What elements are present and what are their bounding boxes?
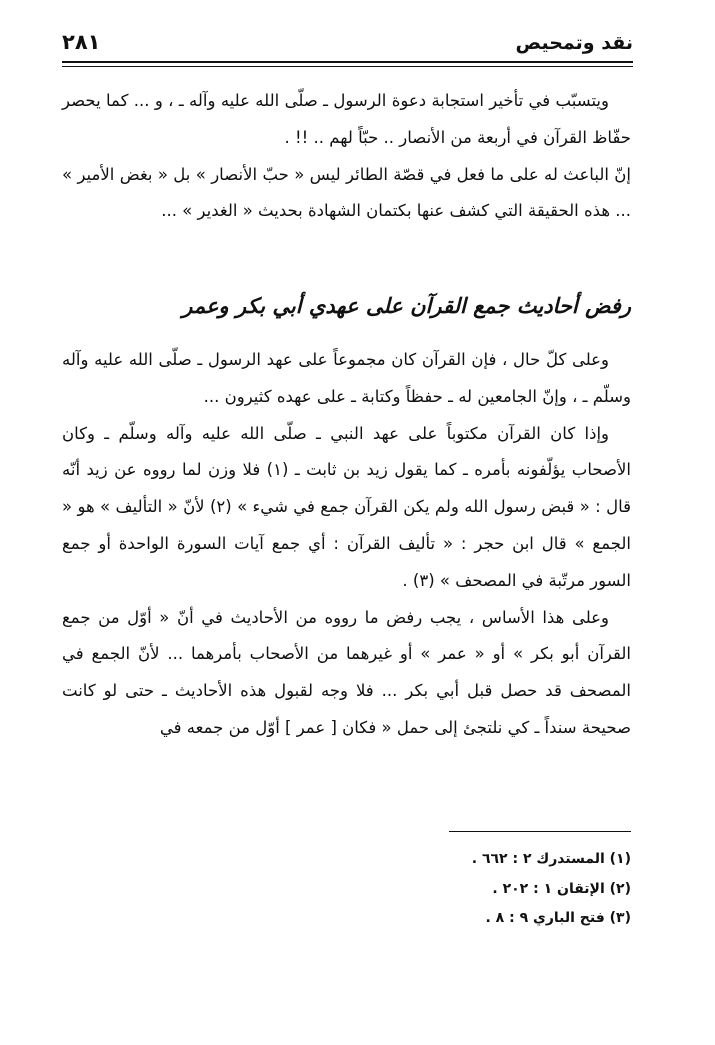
paragraph: ويتسبّب في تأخير استجابة دعوة الرسول ـ صلّى الله عليه وآله ـ ، و ... كما يحصر حفّاظ القرآن في أربعة من الأنصار .. حبّاً لهم .. !! . [62, 91, 631, 147]
page-number: ٢٨١ [62, 30, 101, 54]
section-heading: رفض أحاديث جمع القرآن على عهدي أبي بكر وعمر [182, 294, 631, 318]
paragraph: وعلى هذا الأساس ، يجب رفض ما رووه من الأحاديث في أنّ « أوّل من جمع القرآن أبو بكر » أو « عمر » أو غيرهما من الأصحاب بأمرهما ... لأنّ الجمع في المصحف قد حصل قبل أبي بكر ... فلا وجه لقبول هذه الأحاديث ـ حتى لو كانت صحيحة سنداً ـ كي نلتجئ إلى حمل « فكان [ عمر ] أوّل من جمعه في [62, 607, 631, 737]
running-title: نقد وتمحيص [515, 32, 633, 54]
header-rule-thin [62, 66, 633, 67]
footnote: (٣) فتح الباري ٩ : ٨ . [485, 910, 631, 926]
paragraph: وعلى كلّ حال ، فإن القرآن كان مجموعاً على عهد الرسول ـ صلّى الله عليه وآله وسلّم ـ ، وإنّ الجامعين له ـ حفظاً وكتابة ـ على عهده كثيرون ... [62, 350, 631, 406]
header-rule-thick [62, 61, 633, 63]
body-section-2 [62, 342, 631, 747]
footnote: (٢) الإتقان ١ : ٢٠٢ . [492, 880, 631, 897]
running-head [62, 30, 633, 62]
paragraph: وإذا كان القرآن مكتوباً على عهد النبي ـ صلّى الله عليه وآله وسلّم ـ وكان الأصحاب يؤلّفونه بأمره ـ كما يقول زيد بن ثابت ـ (١) فلا وزن لما رووه عن زيد أنّه قال : « قبض رسول الله ولم يكن القرآن جمع في شيء » (٢) لأنّ « التأليف » هو « الجمع » قال ابن حجر : « تأليف القرآن : أي جمع آيات السورة الواحدة أو جمع السور مرتّبة في المصحف » (٣) . [62, 423, 631, 590]
footnote: (١) المستدرك ٢ : ٦٦٢ . [471, 851, 631, 867]
footnote-rule [449, 831, 631, 832]
footnotes [62, 845, 631, 934]
body-section-1 [62, 83, 631, 230]
paragraph: إنّ الباعث له على ما فعل في قصّة الطائر ليس « حبّ الأنصار » بل « بغض الأمير » ... هذه الحقيقة التي كشف عنها بكتمان الشهادة بحديث « الغدير » ... [62, 164, 631, 221]
